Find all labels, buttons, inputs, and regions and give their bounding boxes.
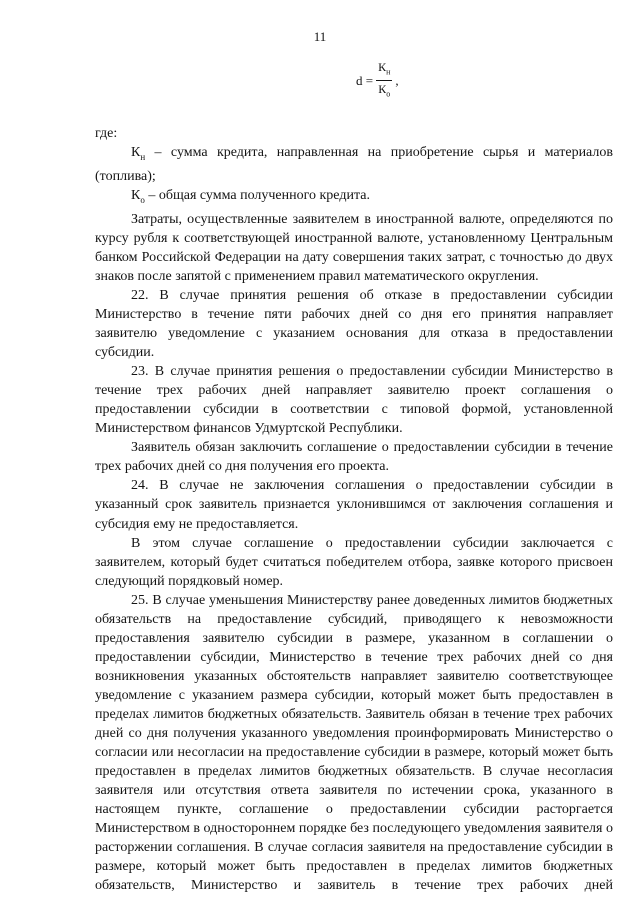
paragraph-23: 23. В случае принятия решения о предоставлении субсидии Министерство в течение трех рабочих дней направляет заявителю проект соглашения о предоставлении субсидии в соответствии с типовой формой, установленной Министерством финансов Удмуртской Республики. xyxy=(95,364,613,437)
formula-d xyxy=(356,60,399,102)
formula-denominator: $К_о$ xyxy=(376,80,392,101)
definition-ko: $К_о$ – общая сумма полученного кредита. xyxy=(131,187,370,205)
formula-tail: , xyxy=(395,72,399,88)
document-body xyxy=(95,124,613,895)
formula-fraction xyxy=(376,60,392,102)
where-label: где: xyxy=(95,126,118,141)
formula-lhs: d = xyxy=(356,72,374,88)
paragraph-costs: Затраты, осуществленные заявителем в иностранной валюте, определяются по курсу рубля к соответствующей иностранной валюте, установленному Центральным банком Российской Федерации на дату совершения таких затрат, с точностью до двух знаков после запятой с применением правил математического округления. xyxy=(95,211,613,284)
paragraph-24: 24. В случае не заключения соглашения о предоставлении субсидии в указанный срок заявитель признается уклонившимся от заключения соглашения и субсидия ему не предоставляется. xyxy=(95,478,613,532)
formula-numerator: $К_н$ xyxy=(378,60,391,77)
page-number: 11 xyxy=(313,29,327,44)
paragraph-25: 25. В случае уменьшения Министерству ранее доведенных лимитов бюджетных обязательств на предоставление субсидий, приводящего к невозможности предоставления заявителю субсидии в размере, указанном в соглашении о предоставлении субсидии, Министерство в течение трех рабочих дней со дня возникновения указанных обстоятельств направляет заявителю соответствующее уведомление с указанием размера субсидии, который может быть предоставлен в пределах лимитов бюджетных обязательств. Заявитель обязан в течение трех рабочих дней со дня получения указанного уведомления проинформировать Министерство о согласии или несогласии на предоставление субсидии в размере, который может быть предоставлен в пределах лимитов бюджетных обязательств. В случае несогласия заявителя или отсутствия ответа заявителя по истечении срока, указанного в настоящем пункте, соглашение о предоставлении субсидии расторгается Министерством в одностороннем порядке без последующего уведомления заявителя о расторжении соглашения. В случае согласия заявителя на предоставление субсидии в размере, который может быть предоставлен в пределах лимитов бюджетных обязательств, Министерство и заявитель в течение трех рабочих дней xyxy=(95,592,613,894)
definition-kn: $К_н$ – сумма кредита, направленная на приобретение сырья и материалов (топлива); xyxy=(95,145,613,184)
paragraph-22: 22. В случае принятия решения об отказе в предоставлении субсидии Министерство в течение пяти рабочих дней со дня его принятия направляет заявителю уведомление с указанием основания для отказа в предоставлении субсидии. xyxy=(95,287,613,361)
paragraph-23-contract: Заявитель обязан заключить соглашение о предоставлении субсидии в течение трех рабочих дней со дня получения его проекта. xyxy=(95,440,613,475)
paragraph-24-winner: В этом случае соглашение о предоставлении субсидии заключается с заявителем, который будет считаться победителем отбора, заявке которого присвоен следующий порядковый номер. xyxy=(95,535,613,589)
